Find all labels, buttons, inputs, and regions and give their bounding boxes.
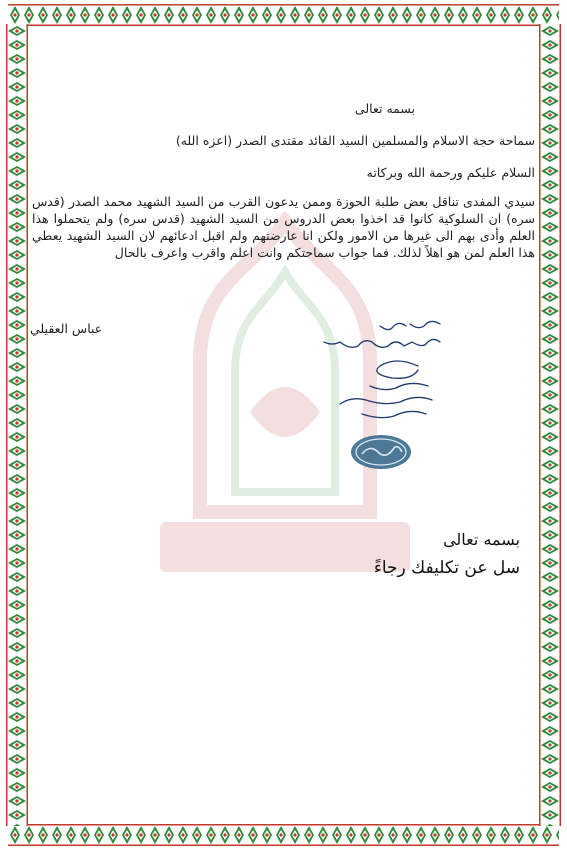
top-border-pattern [8,4,559,26]
left-border-pattern [6,24,28,826]
bottom-border-pattern [8,824,559,846]
reply-basmala: بسمه تعالى [443,530,520,549]
signer-name: عباس العقيلي [30,321,103,336]
letter-body: سيدي المفدى تناقل بعض طلبة الحوزة وممن يدعون القرب من السيد الشهيد محمد الصدر (قدس سره) ان السلوكية كانوا قد اخذوا بعض الدروس من السيد الشهيد (قدس سره) ولم يتحملوا هذا العلم وأدى بهم الى غيرها من الامور ولكن انا عارضتهم ولم اقبل ادعائهم لان السيد الشهيد يعطي هذا العلم لمن هو اهلاً لذلك. فما جواب سماحتكم وانت اعلم واقرب واعرف بالحال [32,194,535,260]
seal-stamp [348,432,414,472]
handwritten-reply-signature [300,316,450,426]
letter-page [30,32,537,824]
right-border-pattern [539,24,561,826]
letter-basmala: بسمه تعالى [354,101,415,116]
letter-greeting: السلام عليكم ورحمة الله وبركاته [366,165,535,180]
reply-answer: سل عن تكليفك رجاءً [373,558,520,578]
letter-addressee: سماحة حجة الاسلام والمسلمين السيد القائد مقتدى الصدر (اعزه الله) [175,133,535,148]
